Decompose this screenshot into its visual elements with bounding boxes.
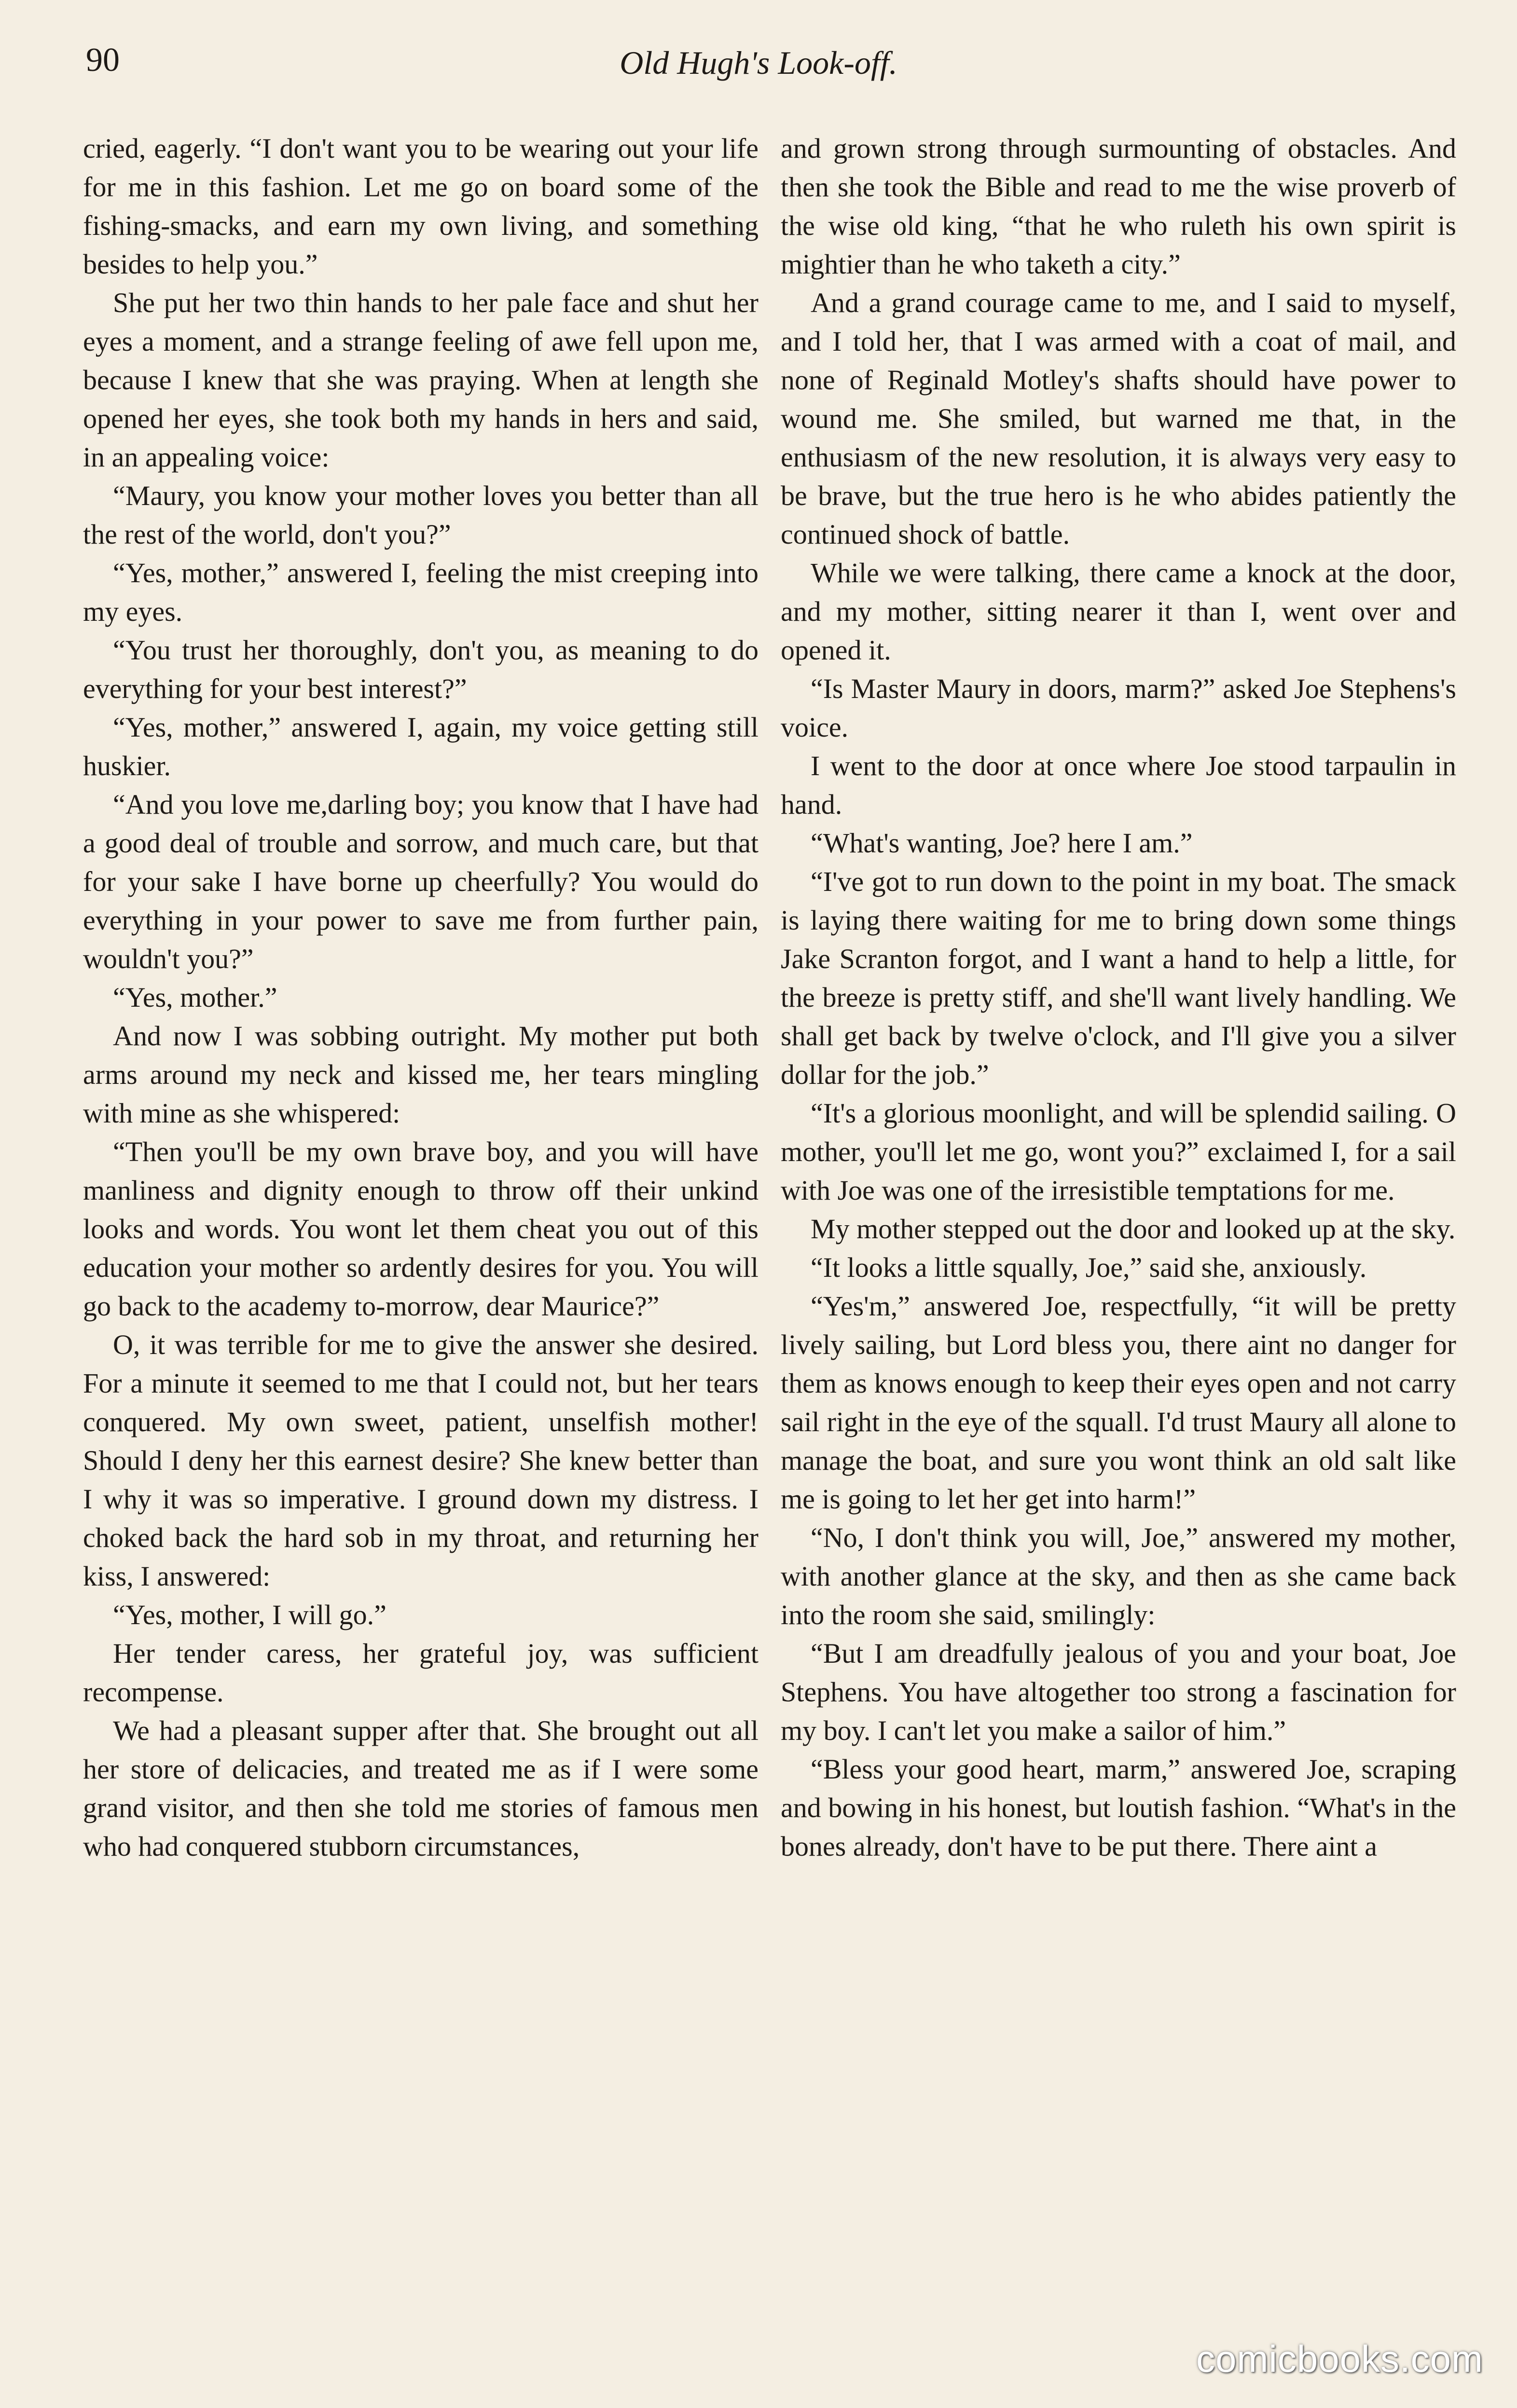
- paragraph: “It's a glorious moonlight, and will be splendid sailing. O mother, you'll let me go, wont you?” exclaimed I, for a sail with Joe was one of the irresistible temptations for me.: [781, 1097, 1456, 1206]
- paragraph: cried, eagerly. “I don't want you to be wearing out your life for me in this fashion. Let me go on board some of the fishing-smacks, and earn my own living, and something besides to help you.”: [83, 133, 758, 280]
- paragraph: “No, I don't think you will, Joe,” answered my mother, with another glance at the sky, and then as she came back into the room she said, smilingly:: [781, 1522, 1456, 1630]
- paragraph: O, it was terrible for me to give the answer she desired. For a minute it seemed to me that I could not, but her tears conquered. My own sweet, patient, unselfish mother! Should I deny her this earnest desire? She knew better than I why it was so imperative. I ground down my distress. I choked back the hard sob in my throat, and returning her kiss, I answered:: [83, 1329, 758, 1592]
- paragraph: “What's wanting, Joe? here I am.”: [811, 827, 1193, 859]
- paragraph: “Bless your good heart, marm,” answered Joe, scraping and bowing in his honest, but loutish fashion. “What's in the bones already, don't have to be put there. There aint a: [781, 1753, 1456, 1862]
- paragraph: “Yes, mother,” answered I, again, my voice getting still huskier.: [83, 711, 758, 781]
- paragraph: “And you love me,darling boy; you know that I have had a good deal of trouble and sorrow, and much care, but that for your sake I have borne up cheerfully? You would do everything in your power to save me from further pain, wouldn't you?”: [83, 789, 758, 974]
- paragraph: “Then you'll be my own brave boy, and you will have manliness and dignity enough to throw off their unkind looks and words. You wont let them cheat you out of this education your mother so ardently desires for you. You will go back to the academy to-morrow, dear Maurice?”: [83, 1136, 758, 1322]
- paragraph: “Yes'm,” answered Joe, respectfully, “it will be pretty lively sailing, but Lord bless you, there aint no danger for them as knows enough to keep their eyes open and not carry sail right in the eye of the squall. I'd trust Maury all alone to manage the boat, and sure you wont think an old salt like me is going to let her get into harm!”: [781, 1290, 1456, 1515]
- paragraph: I went to the door at once where Joe stood tarpaulin in hand.: [781, 750, 1456, 820]
- paragraph: “I've got to run down to the point in my boat. The smack is laying there waiting for me to bring down some things Jake Scranton forgot, and I want a hand to help a little, for the breeze is pretty stiff, and she'll want lively handling. We shall get back by twelve o'clock, and I'll give you a silver dollar for the job.”: [781, 866, 1456, 1090]
- paragraph: And now I was sobbing outright. My mother put both arms around my neck and kissed me, her tears mingling with mine as she whispered:: [83, 1020, 758, 1129]
- paragraph: And a grand courage came to me, and I said to myself, and I told her, that I was armed with a coat of mail, and none of Reginald Motley's shafts should have power to wound me. She smiled, but warned me that, in the enthusiasm of the new resolution, it is always very easy to be brave, but the true hero is he who abides patiently the continued shock of battle.: [781, 287, 1456, 550]
- paragraph: “It looks a little squally, Joe,” said she, anxiously.: [811, 1252, 1367, 1283]
- paragraph: and grown strong through surmounting of obstacles. And then she took the Bible and read to me the wise proverb of the wise old king, “that he who ruleth his own spirit is mightier than he who taketh a city.”: [781, 133, 1456, 280]
- running-title: Old Hugh's Look-off.: [620, 44, 897, 81]
- paragraph: “Yes, mother,” answered I, feeling the mist creeping into my eyes.: [83, 557, 758, 627]
- paragraph: “Yes, mother.”: [113, 982, 277, 1013]
- paragraph: My mother stepped out the door and looked up at the sky.: [811, 1213, 1456, 1245]
- paragraph: “Maury, you know your mother loves you better than all the rest of the world, don't you?”: [83, 480, 758, 550]
- page-number: 90: [86, 41, 120, 79]
- paragraph: While we were talking, there came a knock at the door, and my mother, sitting nearer it than I, went over and opened it.: [781, 557, 1456, 666]
- paragraph: “Yes, mother, I will go.”: [113, 1599, 386, 1630]
- paragraph: Her tender caress, her grateful joy, was sufficient recompense.: [83, 1638, 758, 1708]
- paragraph: She put her two thin hands to her pale face and shut her eyes a moment, and a strange feeling of awe fell upon me, because I knew that she was praying. When at length she opened her eyes, she took both my hands in hers and said, in an appealing voice:: [83, 287, 758, 473]
- watermark: comicbooks.com: [1196, 2338, 1483, 2380]
- paragraph: “You trust her thoroughly, don't you, as meaning to do everything for your best interest?”: [83, 634, 758, 704]
- paragraph: “But I am dreadfully jealous of you and your boat, Joe Stephens. You have altogether too strong a fascination for my boy. I can't let you make a sailor of him.”: [781, 1638, 1456, 1746]
- right-column: [781, 129, 1456, 1866]
- paragraph: “Is Master Maury in doors, marm?” asked Joe Stephens's voice.: [781, 673, 1456, 743]
- left-column: [83, 129, 758, 1866]
- paragraph: We had a pleasant supper after that. She brought out all her store of delicacies, and treated me as if I were some grand visitor, and then she told me stories of famous men who had conquered stubborn circumstances,: [83, 1715, 758, 1862]
